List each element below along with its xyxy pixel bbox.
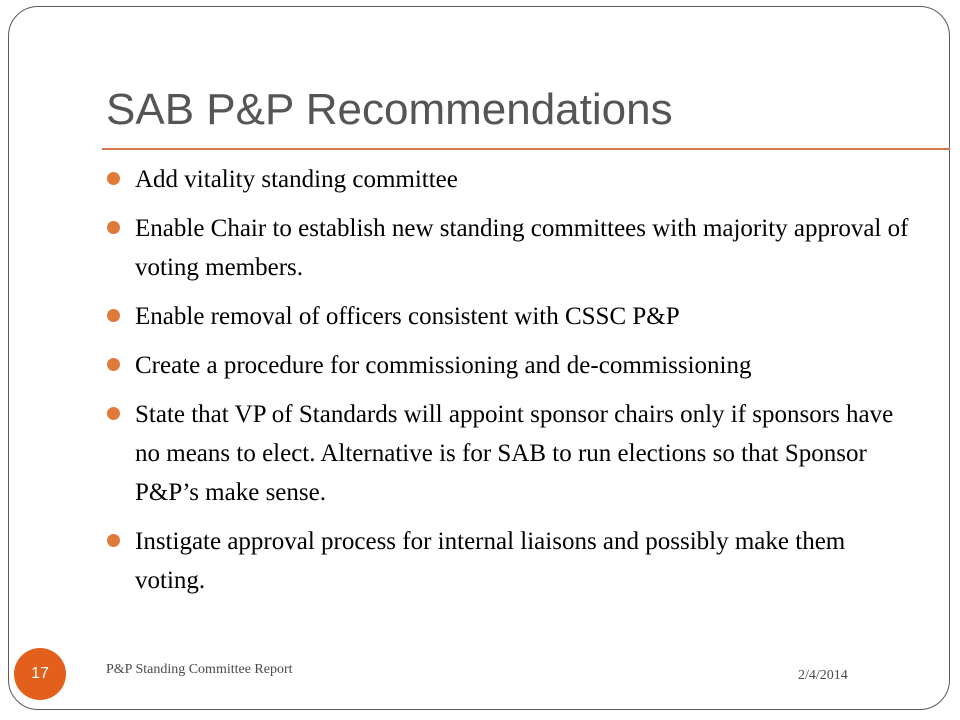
title-divider: [102, 148, 950, 150]
bullet-item: [106, 346, 916, 385]
bullet-text: Instigate approval process for internal liaisons and possibly make them voting.: [135, 528, 846, 594]
bullet-item: [106, 160, 916, 199]
bullet-dot-icon: [107, 358, 120, 371]
bullet-dot-icon: [107, 407, 120, 420]
bullet-item: [106, 395, 916, 512]
bullet-text: Create a procedure for commissioning and de-commissioning: [135, 352, 752, 379]
bullet-list: [106, 160, 916, 610]
page-number-badge: 17: [14, 648, 66, 700]
footer-date: 2/4/2014: [798, 668, 848, 683]
bullet-item: [106, 297, 916, 336]
bullet-dot-icon: [107, 172, 120, 185]
bullet-item: [106, 209, 916, 287]
footer-report-name: P&P Standing Committee Report: [106, 662, 293, 677]
bullet-text: State that VP of Standards will appoint sponsor chairs only if sponsors have no means to elect. Alternative is for SAB to run elections so that Sponsor P&P’s make sense.: [135, 401, 894, 506]
bullet-text: Add vitality standing committee: [135, 166, 458, 193]
bullet-dot-icon: [107, 221, 120, 234]
slide-title: SAB P&P Recommendations: [106, 85, 673, 134]
bullet-text: Enable Chair to establish new standing committees with majority approval of voting members.: [135, 215, 909, 281]
bullet-text: Enable removal of officers consistent with CSSC P&P: [135, 303, 680, 330]
bullet-dot-icon: [107, 309, 120, 322]
bullet-dot-icon: [107, 534, 120, 547]
bullet-item: [106, 522, 916, 600]
